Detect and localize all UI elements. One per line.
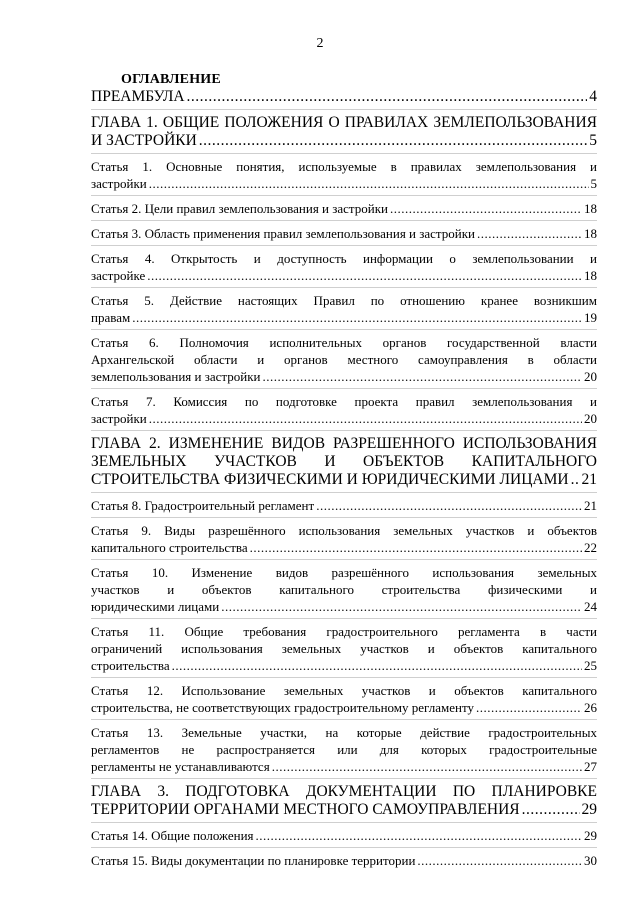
toc-entry-title: правам [91,310,131,325]
toc-chapter-entry[interactable] [91,110,597,154]
toc-article-entry[interactable] [91,221,597,246]
toc-article-entry[interactable] [91,389,597,431]
toc-entry-line: Статья 13. Земельные участки, на которые действие градостроительных [91,725,597,740]
toc-article-entry[interactable] [91,678,597,720]
toc-article-entry[interactable] [91,330,597,389]
toc-entry-page-number: 22 [584,540,597,555]
toc-entry-title: Статья 2. Цели правил землепользования и застройки [91,201,389,216]
toc-entry-line: ЗЕМЕЛЬНЫХ УЧАСТКОВ И ОБЪЕКТОВ КАПИТАЛЬНОГО [91,453,597,470]
toc-entry-title: Статья 8. Градостроительный регламент [91,498,315,513]
dot-leader [199,132,587,150]
toc-entry-page-number: 30 [584,853,597,868]
toc-article-entry[interactable] [91,288,597,330]
toc-entry-line: Статья 6. Полномочия исполнительных органов государственной власти [91,335,597,350]
toc-entry-page-number: 20 [584,369,597,384]
toc-entry-line: участков и объектов капитального строительства физическими и [91,582,597,597]
dot-leader [149,410,582,427]
toc-entry-lastline [91,657,597,674]
toc-entry-line: Статья 9. Виды разрешённого использования земельных участков и объектов [91,523,597,538]
toc-chapter-entry[interactable] [91,88,597,110]
page-number: 2 [316,36,324,51]
toc-chapter-entry[interactable] [91,779,597,823]
toc-entry-page-number: 24 [584,599,597,614]
toc-entry-line: Статья 1. Основные понятия, используемые в правилах землепользования и [91,159,597,174]
toc-chapter-entry[interactable] [91,431,597,493]
toc-entry-lastline [91,410,597,427]
toc-article-entry[interactable] [91,823,597,848]
toc-entry-lastline [91,200,597,217]
toc-entry-lastline [91,175,597,192]
dot-leader [390,200,582,217]
toc-entry-page-number: 20 [584,411,597,426]
toc-entry-lastline [91,801,597,819]
dot-leader [272,758,582,775]
toc-entry-title: Статья 15. Виды документации по планировке территории [91,853,416,868]
toc-article-entry[interactable] [91,154,597,196]
toc-entry-page-number: 29 [584,828,597,843]
dot-leader [149,175,589,192]
toc-entry-page-number: 29 [581,801,597,818]
dot-leader [187,88,588,106]
toc-entry-title: ТЕРРИТОРИИ ОРГАНАМИ МЕСТНОГО САМОУПРАВЛЕНИЯ [91,801,520,818]
table-of-contents [91,88,597,872]
toc-article-entry[interactable] [91,560,597,619]
dot-leader [132,309,582,326]
toc-entry-lastline [91,852,597,869]
toc-entry-title: строительства [91,658,170,673]
toc-article-entry[interactable] [91,246,597,288]
toc-entry-line: Статья 5. Действие настоящих Правил по отношению кранее возникшим [91,293,597,308]
toc-entry-page-number: 26 [584,700,597,715]
toc-entry-line: Статья 11. Общие требования градостроительного регламента в части [91,624,597,639]
toc-entry-title: строительства, не соответствующих градостроительному регламенту [91,700,474,715]
toc-entry-lastline [91,699,597,716]
toc-title: ОГЛАВЛЕНИЕ [121,72,221,87]
dot-leader [571,471,580,489]
toc-entry-lastline [91,267,597,284]
dot-leader [262,368,582,385]
dot-leader [316,497,582,514]
toc-entry-lastline [91,827,597,844]
toc-article-entry[interactable] [91,720,597,779]
toc-entry-lastline [91,88,597,106]
toc-entry-page-number: 21 [581,471,597,488]
dot-leader [417,852,582,869]
toc-entry-line: Статья 12. Использование земельных участков и объектов капитального [91,683,597,698]
toc-entry-line: Статья 4. Открытость и доступность информации о землепользовании и [91,251,597,266]
toc-entry-title: ПРЕАМБУЛА [91,88,185,105]
toc-entry-line: Статья 7. Комиссия по подготовке проекта правил землепользования и [91,394,597,409]
toc-entry-lastline [91,598,597,615]
toc-entry-page-number: 5 [589,132,597,149]
dot-leader [172,657,582,674]
toc-entry-lastline [91,539,597,556]
toc-entry-page-number: 21 [584,498,597,513]
toc-entry-title: застройке [91,268,146,283]
toc-entry-lastline [91,132,597,150]
dot-leader [522,801,580,819]
toc-entry-lastline [91,471,597,489]
toc-entry-lastline [91,368,597,385]
toc-entry-line: Архангельской области и органов местного самоуправления в области [91,352,597,367]
toc-entry-page-number: 18 [584,268,597,283]
toc-article-entry[interactable] [91,518,597,560]
dot-leader [476,699,582,716]
toc-entry-line: регламентов не распространяется или для которых градостроительные [91,742,597,757]
toc-entry-page-number: 27 [584,759,597,774]
toc-entry-title: Статья 3. Область применения правил землепользования и застройки [91,226,476,241]
toc-entry-page-number: 5 [590,176,597,191]
dot-leader [477,225,582,242]
toc-entry-line: ограничений использования земельных участков и объектов капитального [91,641,597,656]
toc-entry-title: юридическими лицами [91,599,220,614]
toc-entry-page-number: 25 [584,658,597,673]
dot-leader [250,539,582,556]
dot-leader [221,598,582,615]
toc-entry-title: СТРОИТЕЛЬСТВА ФИЗИЧЕСКИМИ И ЮРИДИЧЕСКИМИ ЛИЦАМИ [91,471,569,488]
toc-entry-page-number: 18 [584,226,597,241]
toc-article-entry[interactable] [91,493,597,518]
toc-article-entry[interactable] [91,619,597,678]
toc-entry-line: Статья 10. Изменение видов разрешённого использования земельных [91,565,597,580]
toc-entry-lastline [91,309,597,326]
dot-leader [147,267,582,284]
toc-entry-page-number: 18 [584,201,597,216]
toc-entry-line: ГЛАВА 1. ОБЩИЕ ПОЛОЖЕНИЯ О ПРАВИЛАХ ЗЕМЛЕПОЛЬЗОВАНИЯ [91,114,597,131]
toc-entry-title: застройки [91,176,147,191]
toc-entry-line: ГЛАВА 2. ИЗМЕНЕНИЕ ВИДОВ РАЗРЕШЕННОГО ИСПОЛЬЗОВАНИЯ [91,435,597,452]
toc-article-entry[interactable] [91,848,597,872]
dot-leader [256,827,582,844]
toc-entry-lastline [91,497,597,514]
toc-entry-lastline [91,225,597,242]
toc-article-entry[interactable] [91,196,597,221]
toc-entry-title: застройки [91,411,147,426]
toc-entry-title: регламенты не устанавливаются [91,759,270,774]
toc-entry-line: ГЛАВА 3. ПОДГОТОВКА ДОКУМЕНТАЦИИ ПО ПЛАНИРОВКЕ [91,783,597,800]
toc-entry-title: Статья 14. Общие положения [91,828,254,843]
toc-entry-title: землепользования и застройки [91,369,261,384]
toc-entry-lastline [91,758,597,775]
toc-entry-title: капитального строительства [91,540,248,555]
toc-entry-page-number: 19 [584,310,597,325]
toc-entry-title: И ЗАСТРОЙКИ [91,132,197,149]
toc-entry-page-number: 4 [589,88,597,105]
